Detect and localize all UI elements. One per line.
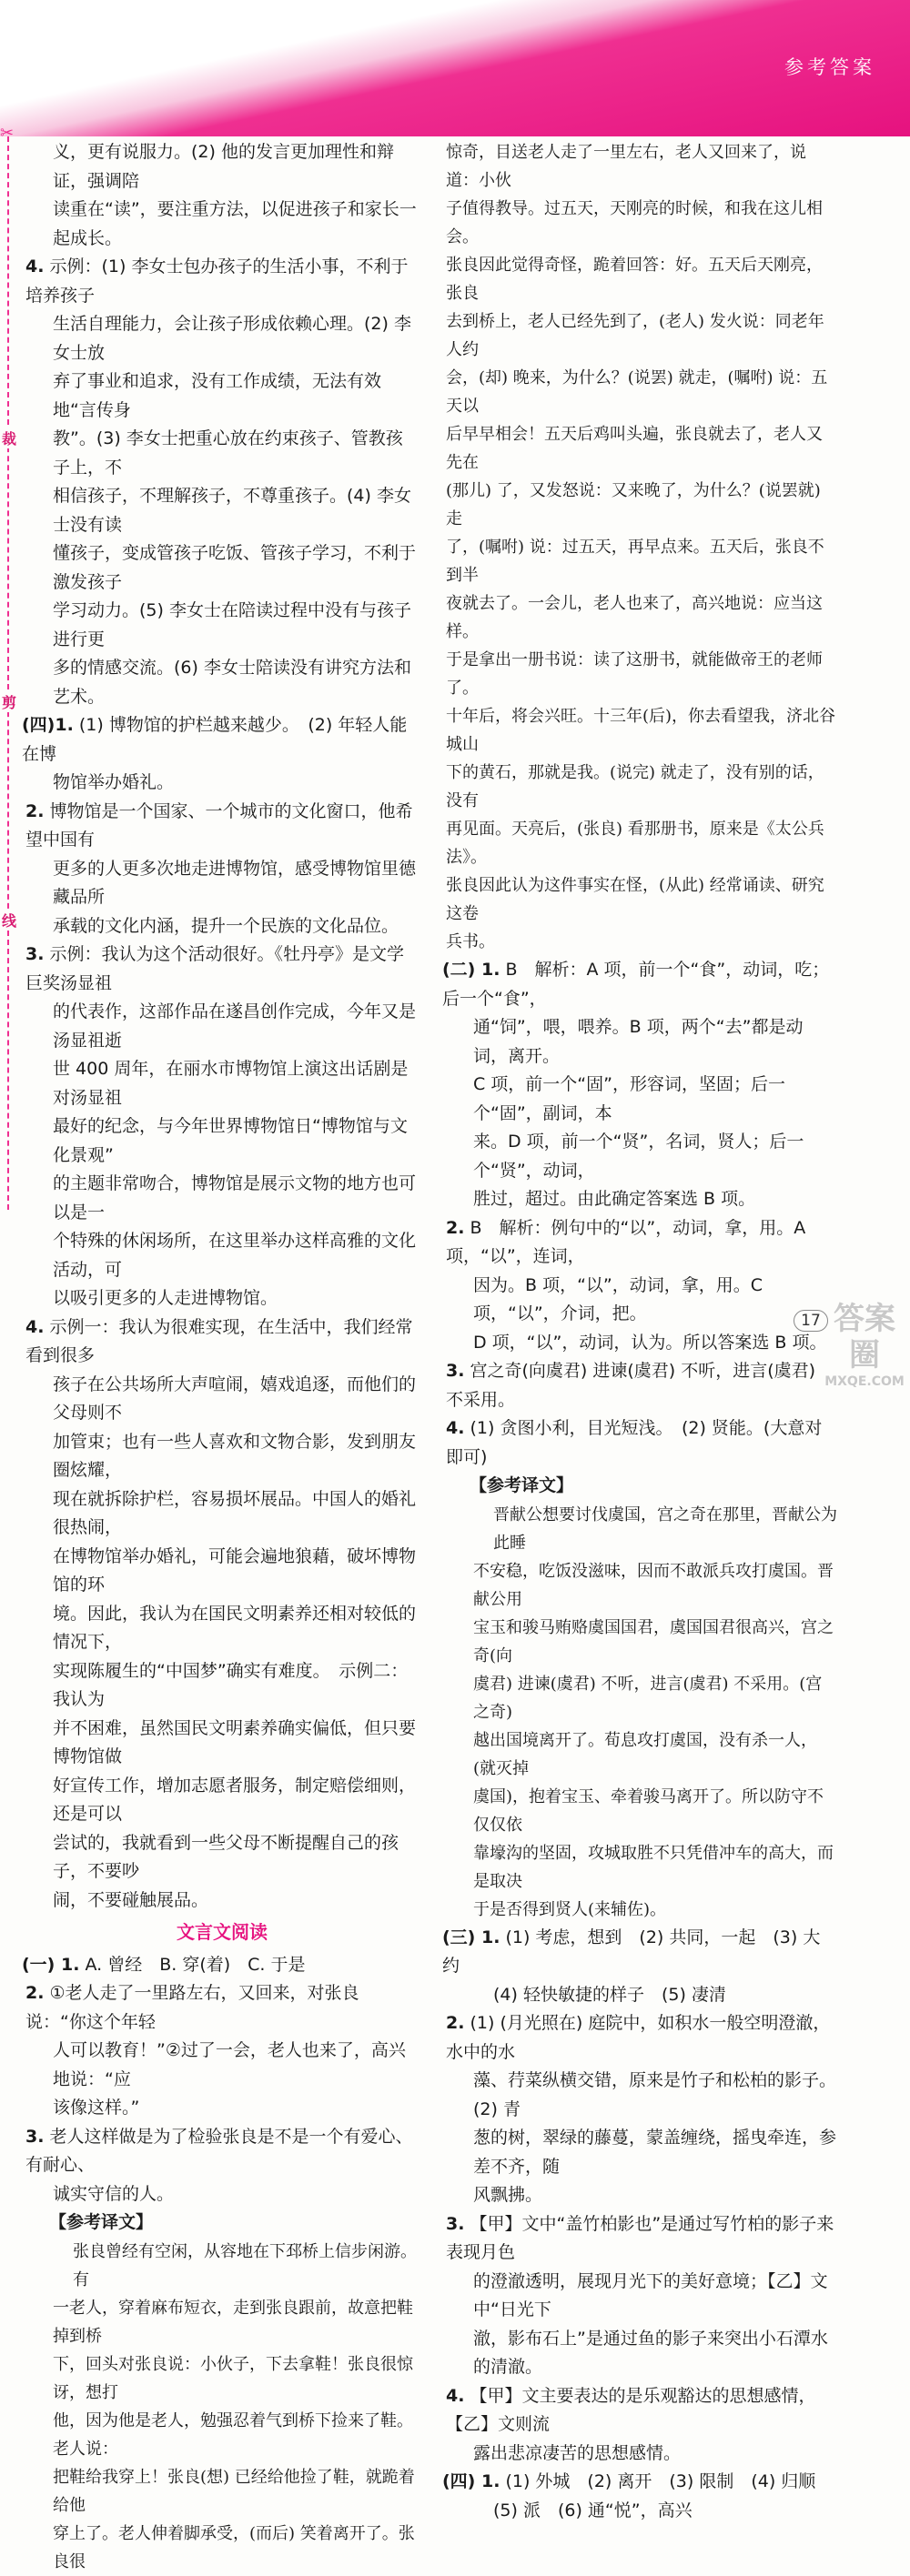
cut-label-jian: 剪 — [2, 691, 20, 712]
line-text: 的澄澈透明，展现月光下的美好意境；【乙】文中“日光下 — [473, 2270, 828, 2319]
line-text: 风飘拂。 — [473, 2185, 543, 2205]
text-line — [25, 855, 419, 912]
text-line — [25, 2463, 419, 2520]
line-text: 世 400 周年，在丽水市博物馆上演这出话剧是对汤显祖 — [53, 1059, 409, 1108]
text-line — [446, 871, 837, 928]
text-line — [25, 1715, 419, 1772]
text-line — [446, 1896, 837, 1924]
line-text: 博物馆是一个国家、一个城市的文化窗口，他希望中国有 — [25, 800, 413, 850]
line-text: 教”。(3) 李女士把重心放在约束孩子、管教孩子上，不 — [53, 428, 403, 478]
text-line — [446, 1329, 837, 1358]
text-line — [25, 1485, 419, 1543]
text-line — [25, 138, 419, 196]
page-header-title: 参考答案 — [784, 56, 875, 78]
text-line — [25, 1600, 419, 1657]
text-line — [446, 2268, 837, 2325]
cut-label-cai: 裁 — [2, 428, 20, 448]
line-text: 【甲】文中“盖竹柏影也”是通过写竹柏的影子来表现月色 — [446, 2213, 834, 2262]
line-text: D 项，“以”，动词，认为。所以答案选 B 项。 — [473, 1332, 827, 1353]
line-text: 张良曾经有空闲，从容地在下邳桥上信步闲游。有 — [73, 2241, 417, 2289]
line-text: 最好的纪念，与今年世界博物馆日“博物馆与文化景观” — [53, 1116, 408, 1165]
section-heading — [25, 1918, 419, 1947]
text-line — [446, 1614, 837, 1670]
text-line — [25, 539, 419, 597]
line-text: 老人这样做是为了检验张良是不是一个有爱心、有耐心、 — [25, 2126, 413, 2175]
text-line — [25, 798, 419, 855]
cut-label-xian: 线 — [2, 910, 20, 931]
text-line — [446, 1472, 837, 1501]
text-line — [25, 2350, 419, 2407]
text-line — [25, 1887, 419, 1916]
text-line — [446, 2067, 845, 2124]
item-number: 3. — [446, 1361, 465, 1381]
line-text: 于是拿出一册书说：读了这册书，就能做帝王的老师了。 — [446, 650, 823, 698]
text-line — [442, 956, 837, 1013]
line-text: 承载的文化内涵，提升一个民族的文化品位。 — [53, 915, 399, 936]
line-text: 示例：(1) 李女士包办孩子的生活小事，不利于培养孩子 — [25, 257, 409, 306]
text-line — [446, 2210, 837, 2268]
line-text: 以吸引更多的人走进博物馆。 — [53, 1288, 278, 1308]
line-text: 他，因为他是老人，勉强忍着气到桥下捡来了鞋。老人说： — [53, 2410, 413, 2459]
item-number: 2. — [446, 2013, 465, 2033]
line-text: 露出悲凉凄苦的思想感情。 — [473, 2442, 682, 2463]
line-text: 学习动力。(5) 李女士在陪读过程中没有与孩子进行更 — [53, 600, 411, 649]
text-line — [446, 815, 837, 871]
text-line — [446, 928, 837, 956]
line-text: 惊奇，目送老人走了一里左右，老人又回来了，说道：小伙 — [446, 143, 806, 190]
text-line — [446, 533, 837, 589]
line-text: 的代表作，这部作品在遂昌创作完成，今年又是汤显祖逝 — [53, 1001, 417, 1051]
line-text: 人可以教育！”②过了一会，老人也来了，高兴地说：“应 — [53, 2040, 406, 2089]
line-text: 闹，不要碰触展品。 — [53, 1889, 209, 1910]
line-text: 来。D 项，前一个“贤”，名词，贤人；后一个“贤”，动词， — [473, 1132, 804, 1181]
line-text: 张良因此觉得奇怪，跪着回答：好。五天后天刚亮，张良 — [446, 256, 823, 303]
text-line — [25, 1284, 419, 1313]
text-line — [25, 482, 419, 539]
line-text: 【参考译文】 — [49, 2212, 154, 2232]
line-text: 实现陈履生的“中国梦”确实有难度。 示例二：我认为 — [53, 1660, 409, 1709]
line-text: 会，(却) 晚来，为什么？(说罢) 就走，(嘱咐) 说：五天以 — [446, 368, 828, 416]
item-number: 3. — [25, 2126, 45, 2147]
text-line — [25, 1543, 419, 1600]
text-line — [25, 196, 419, 253]
item-number: (二) 1. — [442, 960, 500, 980]
watermark-text: 答案圈 — [834, 1301, 895, 1374]
line-text: 更多的人更多次地走进博物馆，感受博物馆里德藏品所 — [53, 858, 417, 907]
line-text: 示例：我认为这个活动很好。《牡丹亭》是文学巨奖汤显祖 — [25, 944, 405, 993]
line-text: 不安稳，吃饭没滋味，因而不敢派兵攻打虞国。晋献公用 — [473, 1561, 834, 1609]
line-text: 十年后，将会兴旺。十三年(后)，你去看望我，济北谷城山 — [446, 707, 836, 754]
item-number: (四) 1. — [442, 2471, 500, 2491]
text-line — [25, 2407, 419, 2463]
line-text: 【参考译文】 — [470, 1475, 574, 1495]
line-text: 下的黄石，那就是我。(说完) 就走了，没有别的话，没有 — [446, 763, 824, 810]
text-line — [25, 1979, 419, 2037]
line-text: 该像这样。” — [53, 2098, 140, 2118]
item-number: 4. — [446, 2385, 465, 2406]
line-text: C 项，前一个“固”，形容词，坚固；后一个“固”，副词，本 — [473, 1074, 785, 1123]
text-line — [25, 1657, 419, 1715]
line-text: 义，更有说服力。(2) 他的发言更加理性和辩证，强调陪 — [53, 142, 394, 191]
line-text: (1) (月光照在) 庭院中，如积水一般空明澄澈，水中的水 — [446, 2013, 831, 2062]
line-text: A. 曾经 B. 穿(着) C. 于是 — [85, 1954, 306, 1975]
text-line — [446, 646, 837, 702]
text-line — [446, 307, 837, 364]
text-line — [25, 998, 419, 1055]
line-text: 于是否得到贤人(来辅佐)。 — [473, 1899, 667, 1919]
text-line — [25, 1313, 419, 1371]
text-line — [446, 1839, 837, 1896]
scissors-icon: ✂ — [0, 124, 15, 143]
line-text: 物馆举办婚礼。 — [53, 772, 175, 792]
text-line — [446, 2382, 837, 2440]
line-text: 藻、荇菜纵横交错，原来是竹子和松柏的影子。 (2) 青 — [473, 2070, 845, 2119]
line-text: 晋献公想要讨伐虞国，宫之奇在那里，晋献公为此睡 — [493, 1504, 837, 1553]
text-line — [25, 769, 419, 798]
item-number: (四)1. — [22, 715, 74, 735]
text-line — [446, 2440, 837, 2469]
text-line — [446, 1557, 837, 1614]
text-line — [22, 711, 419, 769]
line-text: 好宣传工作，增加志愿者服务，制定赔偿细则，还是可以 — [53, 1775, 417, 1824]
line-text: 去到桥上，老人已经先到了，(老人) 发火说：同老年人约 — [446, 312, 824, 359]
line-text: 了，(嘱咐) 说：过五天，再早点来。五天后，张良不到半 — [446, 538, 824, 585]
text-line — [446, 1013, 837, 1071]
text-line — [446, 759, 837, 815]
text-line — [446, 1414, 837, 1472]
line-text: 靠壕沟的坚固，攻城取胜不只凭借冲车的高大，而是取决 — [473, 1843, 834, 1891]
text-line — [446, 2181, 837, 2210]
text-line — [25, 597, 419, 654]
text-line — [446, 1071, 837, 1128]
line-text: 生活自理能力，会让孩子形成依赖心理。(2) 李女士放 — [53, 314, 411, 363]
line-text: 越出国境离开了。荀息攻打虞国，没有杀一人，(就灭掉 — [473, 1730, 817, 1778]
text-line — [446, 1670, 837, 1726]
line-text: 【甲】文主要表达的是乐观豁达的思想感情，【乙】文则流 — [446, 2385, 816, 2434]
text-line — [446, 1501, 837, 1557]
line-text: (1) 考虑，想到 (2) 共同，一起 (3) 大约 — [442, 1927, 821, 1976]
line-text: 孩子在公共场所大声喧闹，嬉戏追逐，而他们的父母则不 — [53, 1374, 417, 1423]
text-line — [25, 2520, 419, 2576]
line-text: B 解析：A 项，前一个“食”，动词，吃；后一个“食”， — [442, 960, 830, 1009]
text-line — [446, 2497, 837, 2526]
line-text: 宫之奇(向虞君) 进谏(虞君) 不听，进言(虞君) 不采用。 — [446, 1361, 816, 1410]
text-line — [446, 1357, 837, 1414]
text-line — [25, 1227, 419, 1284]
line-text: 胜过，超过。由此确定答案选 B 项。 — [473, 1189, 756, 1209]
line-text: 子值得教导。过五天，天刚亮的时候，和我在这儿相会。 — [446, 199, 823, 247]
text-line — [446, 138, 837, 195]
text-line — [446, 1185, 837, 1214]
text-line — [25, 941, 419, 998]
right-column — [442, 138, 845, 2525]
line-text: 现在就拆除护栏，容易损坏展品。中国人的婚礼很热闹， — [53, 1488, 417, 1537]
watermark-logo — [824, 1301, 905, 1392]
text-line — [25, 253, 419, 310]
text-line — [446, 477, 837, 533]
line-text: 并不困难，虽然国民文明素养确实偏低，但只要博物馆做 — [53, 1717, 417, 1766]
line-text: (那儿) 了，又发怒说：又来晚了，为什么？(说罢就) 走 — [446, 481, 821, 528]
line-text: 境。因此，我认为在国民文明素养还相对较低的情况下， — [53, 1603, 417, 1652]
text-line — [22, 1951, 419, 1980]
line-text: 夜就去了。一会儿，老人也来了，高兴地说：应当这样。 — [446, 594, 823, 641]
line-text: 个特殊的休闲场所，在这里举办这样高雅的文化活动，可 — [53, 1231, 417, 1280]
text-line — [25, 2180, 419, 2209]
text-line — [25, 1112, 419, 1170]
text-line — [25, 1829, 419, 1887]
line-text: 一老人，穿着麻布短衣，走到张良跟前，故意把鞋掉到桥 — [53, 2298, 413, 2346]
line-text: 弃了事业和追求，没有工作成绩，无法有效地“言传身 — [53, 371, 382, 420]
text-line — [446, 1981, 837, 2010]
line-text: 下，回头对张良说：小伙子，下去拿鞋！张良很惊讶，想打 — [53, 2354, 413, 2402]
text-line — [446, 2009, 837, 2067]
text-line — [25, 654, 419, 711]
line-text: (1) 博物馆的护栏越来越少。 (2) 年轻人能在博 — [22, 715, 408, 764]
line-text: B 解析：例句中的“以”，动词，拿，用。A 项，“以”，连词， — [446, 1217, 806, 1266]
line-text: 尝试的，我就看到一些父母不断提醒自己的孩子，不要吵 — [53, 1832, 399, 1881]
line-text: 宝玉和骏马贿赂虞国国君，虞国国君很高兴，宫之奇(向 — [473, 1617, 834, 1665]
text-line — [446, 589, 837, 646]
line-text: 在博物馆举办婚礼，可能会遍地狼藉，破坏博物馆的环 — [53, 1545, 417, 1595]
watermark-url: MXQE.COM — [824, 1374, 905, 1389]
item-number: 2. — [25, 800, 45, 821]
text-line — [442, 2468, 837, 2497]
text-line — [446, 702, 837, 759]
item-number: (三) 1. — [442, 1927, 500, 1947]
text-line — [442, 1924, 837, 1981]
line-text: 文言文阅读 — [177, 1921, 268, 1943]
text-line — [25, 912, 419, 941]
text-line — [446, 2124, 837, 2181]
item-number: 4. — [25, 257, 45, 277]
line-text: 再见面。天亮后，(张良) 看那册书，原来是《太公兵法》。 — [446, 820, 824, 867]
text-line — [446, 1726, 837, 1783]
text-line — [25, 1772, 419, 1829]
line-text: 通“饲”，喂，喂养。B 项，两个“去”都是动词，离开。 — [473, 1017, 804, 1066]
line-text: 加管束；也有一些人喜欢和文物合影，发到朋友圈炫耀， — [53, 1431, 417, 1480]
line-text: 后早早相会！五天后鸡叫头遍，张良就去了，老人又先在 — [446, 425, 823, 472]
page-number: 17 — [794, 1310, 828, 1332]
text-line — [25, 1170, 419, 1227]
text-line — [25, 1428, 419, 1485]
item-number: 4. — [25, 1316, 45, 1337]
text-line — [446, 1128, 837, 1185]
line-text: 因为。B 项，“以”，动词，拿，用。C 项，“以”，介词，把。 — [473, 1274, 763, 1323]
line-text: 虞国)，抱着宝玉、牵着骏马离开了。所以防守不仅仅依 — [473, 1786, 824, 1835]
text-line — [25, 2209, 419, 2238]
text-line — [25, 425, 419, 482]
text-line — [446, 1783, 837, 1839]
text-line — [25, 2123, 419, 2180]
text-line — [25, 2037, 419, 2094]
item-number: 3. — [25, 944, 45, 964]
line-text: (1) 贪图小利，目光短浅。 (2) 贤能。(大意对即可) — [446, 1418, 823, 1467]
item-number: 3. — [446, 2213, 465, 2234]
text-line — [25, 2238, 419, 2294]
line-text: 把鞋给我穿上！张良(想) 已经给他捡了鞋，就跪着给他 — [53, 2467, 415, 2515]
line-text: 示例一：我认为很难实现，在生活中，我们经常看到很多 — [25, 1316, 413, 1365]
text-line — [25, 310, 419, 367]
header-band — [0, 0, 910, 136]
left-column — [22, 138, 419, 2576]
text-line — [25, 1055, 419, 1112]
text-line — [446, 364, 837, 420]
line-text: 葱的树，翠绿的藤蔓，蒙盖缠绕，摇曳牵连，参差不齐，随 — [473, 2128, 837, 2177]
text-line — [446, 251, 837, 307]
cut-line — [7, 136, 9, 1210]
line-text: 多的情感交流。(6) 李女士陪读没有讲究方法和艺术。 — [53, 658, 411, 707]
line-text: 的主题非常吻合，博物馆是展示文物的地方也可以是一 — [53, 1173, 417, 1223]
text-line — [25, 367, 419, 425]
item-number: 2. — [446, 1217, 465, 1238]
line-text: (4) 轻快敏捷的样子 (5) 凄清 — [493, 1984, 726, 2005]
line-text: 虞君) 进谏(虞君) 不听，进言(虞君) 不采用。(宫之奇) — [473, 1674, 823, 1722]
text-line — [446, 1272, 837, 1329]
line-text: ①老人走了一里路左右，又回来，对张良说：“你这个年轻 — [25, 1983, 359, 2032]
line-text: 懂孩子，变成管孩子吃饭、管孩子学习，不利于激发孩子 — [53, 543, 417, 592]
line-text: 诚实守信的人。 — [53, 2183, 175, 2204]
line-text: 穿上了。老人伸着脚承受，(而后) 笑着离开了。张良很 — [53, 2523, 415, 2571]
text-line — [446, 2325, 837, 2382]
text-line — [25, 2094, 419, 2123]
item-number: 4. — [446, 1418, 465, 1438]
item-number: (一) 1. — [22, 1954, 80, 1975]
text-line — [446, 195, 837, 251]
text-line — [25, 1371, 419, 1428]
line-text: 张良因此认为这件事实在怪，(从此) 经常诵读、研究这卷 — [446, 876, 824, 923]
text-line — [446, 1214, 837, 1272]
line-text: 兵书。 — [446, 932, 495, 951]
text-line — [25, 2294, 419, 2350]
line-text: (1) 外城 (2) 离开 (3) 限制 (4) 归顺 — [505, 2471, 816, 2491]
line-text: (5) 派 (6) 通“悦”，高兴 — [493, 2500, 693, 2521]
text-line — [446, 420, 837, 477]
line-text: 相信孩子，不理解孩子，不尊重孩子。(4) 李女士没有读 — [53, 486, 411, 535]
line-text: 澈，影布石上”是通过鱼的影子来突出小石潭水的清澈。 — [473, 2328, 828, 2377]
line-text: 读重在“读”，要注重方法，以促进孩子和家长一起成长。 — [53, 199, 417, 248]
item-number: 2. — [25, 1983, 45, 2003]
